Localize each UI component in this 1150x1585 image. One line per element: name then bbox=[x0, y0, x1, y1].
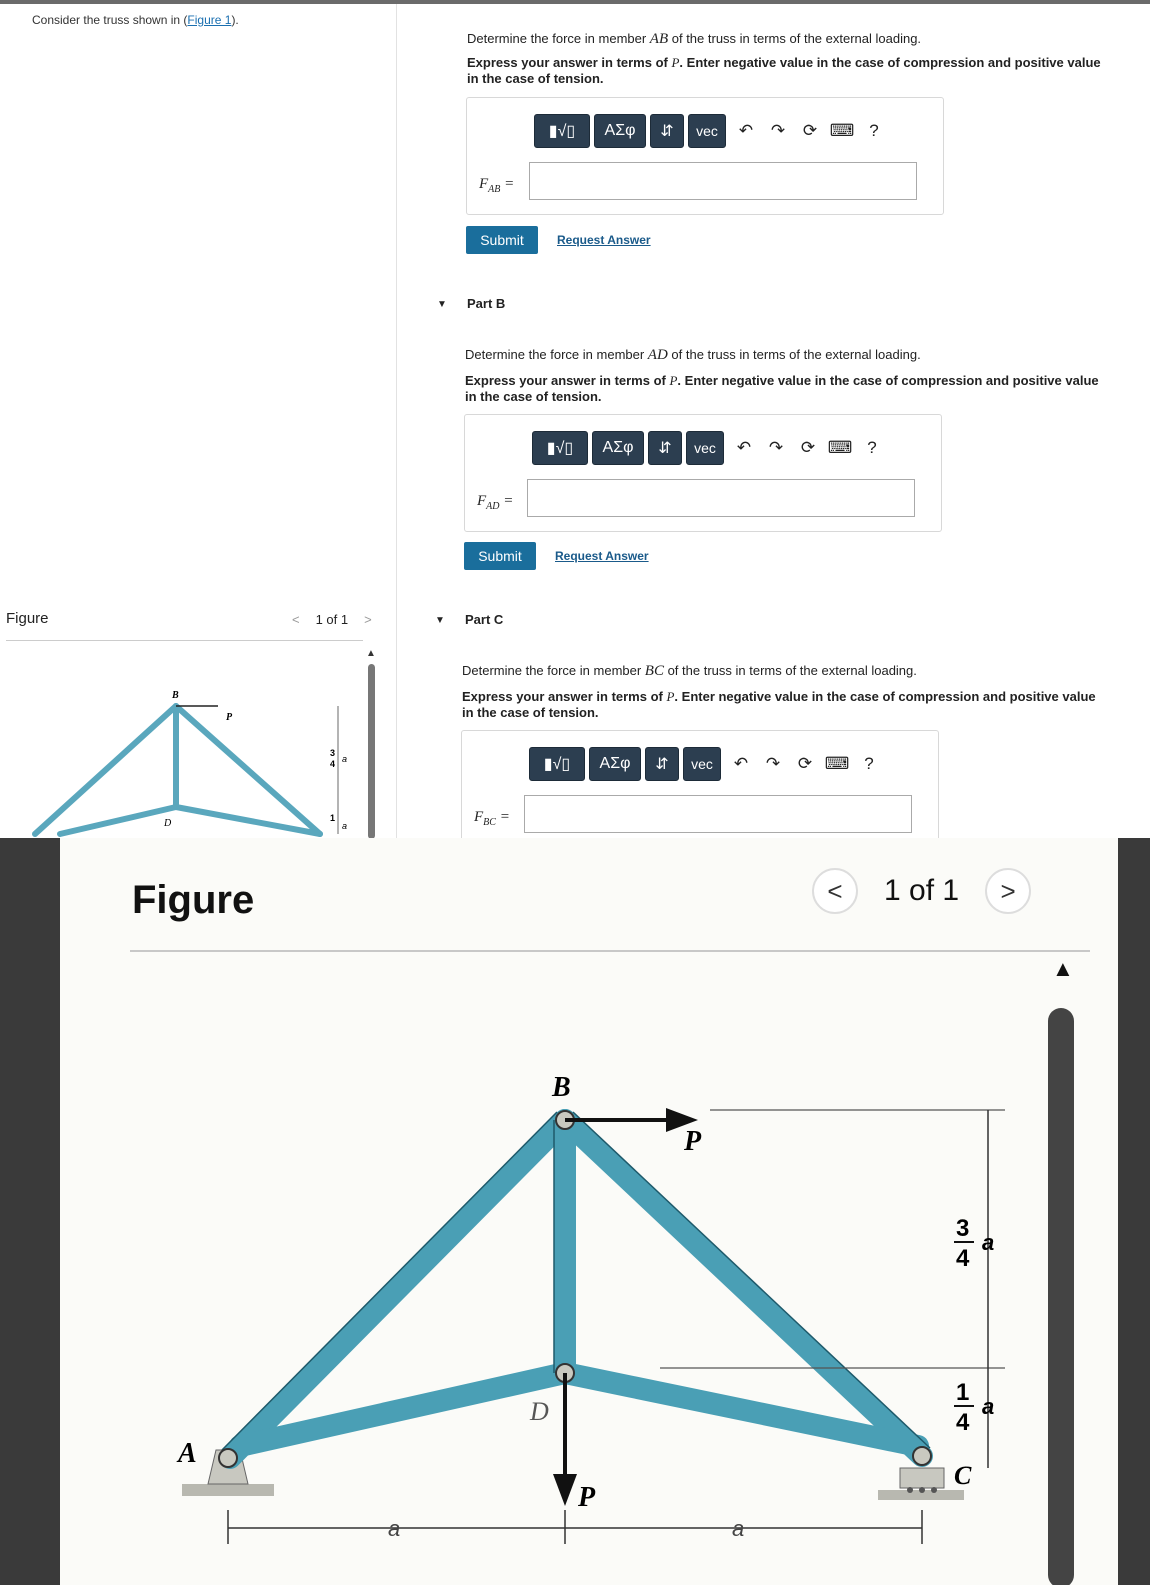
zoomed-figure-panel bbox=[60, 838, 1118, 1585]
templates-button[interactable]: ▮√▯ bbox=[534, 114, 590, 148]
partC-q-post: of the truss in terms of the external loading. bbox=[663, 663, 917, 678]
keyboard-icon[interactable]: ⌨ bbox=[824, 754, 850, 773]
redo-icon[interactable]: ↷ bbox=[765, 754, 781, 773]
joint-c bbox=[913, 1447, 931, 1465]
reset-icon[interactable]: ⟳ bbox=[797, 754, 813, 773]
big-figure-title: Figure bbox=[132, 878, 255, 922]
partC-label-f: F bbox=[474, 809, 484, 825]
ground-a bbox=[182, 1484, 274, 1496]
partB-q-post: of the truss in terms of the external loading. bbox=[667, 347, 921, 362]
label-p-vertical: P bbox=[578, 1482, 596, 1513]
partB-question bbox=[465, 347, 921, 364]
zoomed-figure-area bbox=[0, 838, 1150, 1585]
scrollbar[interactable] bbox=[368, 664, 375, 838]
partC-q-pre: Determine the force in member bbox=[462, 663, 645, 678]
truss-members bbox=[230, 1120, 922, 1458]
figure-title: Figure bbox=[6, 610, 49, 627]
partA-e-post: . Enter negative value in the case of compression and positive value in the case of tension. bbox=[467, 55, 1101, 86]
edge-ab bbox=[222, 1112, 557, 1450]
partA-request-answer-link[interactable]: Request Answer bbox=[557, 233, 651, 247]
left-pane bbox=[0, 4, 397, 838]
partC-answer-box bbox=[461, 730, 939, 838]
partB-q-pre: Determine the force in member bbox=[465, 347, 648, 362]
help-icon[interactable]: ? bbox=[867, 438, 877, 457]
arrows-button[interactable]: ⇵ bbox=[650, 114, 684, 148]
vec-button[interactable]: vec bbox=[688, 114, 726, 148]
templates-button[interactable]: ▮√▯ bbox=[529, 747, 585, 781]
dim-bot-num: 1 bbox=[956, 1379, 970, 1406]
label-d: D bbox=[530, 1397, 549, 1426]
reset-icon[interactable]: ⟳ bbox=[800, 438, 816, 457]
partB-submit-button[interactable]: Submit bbox=[464, 542, 536, 570]
load-arrowhead-vertical bbox=[553, 1474, 577, 1506]
vec-button[interactable]: vec bbox=[686, 431, 724, 465]
big-scroll-up-icon[interactable]: ▲ bbox=[1052, 956, 1074, 981]
partC-label bbox=[474, 809, 510, 828]
dim-label-a-left: a bbox=[388, 1516, 401, 1541]
intro-suffix: ). bbox=[231, 13, 239, 27]
partC-label-sub: BC bbox=[483, 817, 496, 828]
partC-label-eq: = bbox=[495, 809, 510, 825]
arrows-button[interactable]: ⇵ bbox=[648, 431, 682, 465]
greek-button[interactable]: ΑΣφ bbox=[589, 747, 641, 781]
small-label-p: P bbox=[226, 712, 233, 723]
roller-c3 bbox=[931, 1487, 937, 1493]
dim-bot-var: a bbox=[982, 1394, 995, 1419]
partB-request-answer-link[interactable]: Request Answer bbox=[555, 549, 649, 563]
partB-label bbox=[477, 493, 513, 512]
partC-toolbar bbox=[529, 747, 885, 781]
dim-bot-den: 4 bbox=[956, 1409, 970, 1436]
dim-top-num: 3 bbox=[956, 1215, 970, 1242]
dim-top-var: a bbox=[982, 1230, 995, 1255]
roller-base-c bbox=[900, 1468, 944, 1488]
big-prev-button[interactable]: < bbox=[812, 868, 858, 914]
partB-member: AD bbox=[647, 347, 668, 363]
small-dim-top-var: a bbox=[342, 754, 348, 764]
partB-title[interactable]: Part B bbox=[467, 296, 506, 311]
right-pane bbox=[397, 4, 1150, 838]
partA-submit-button[interactable]: Submit bbox=[466, 226, 538, 254]
partA-label-eq: = bbox=[500, 176, 515, 192]
partA-member: AB bbox=[649, 31, 669, 47]
partA-answer-input[interactable] bbox=[529, 162, 917, 200]
intro-text bbox=[32, 13, 239, 27]
small-truss-figure bbox=[0, 684, 360, 838]
partC-e-post: . Enter negative value in the case of compression and positive value in the case of tension. bbox=[462, 689, 1096, 720]
partC-collapse-icon[interactable]: ▼ bbox=[435, 615, 445, 626]
small-dim-bot-num: 1 bbox=[330, 813, 336, 823]
partA-toolbar bbox=[534, 114, 890, 148]
help-icon[interactable]: ? bbox=[864, 754, 874, 773]
undo-icon[interactable]: ↶ bbox=[736, 438, 752, 457]
partB-e-pre: Express your answer in terms of bbox=[465, 373, 670, 388]
redo-icon[interactable]: ↷ bbox=[770, 121, 786, 140]
partA-question bbox=[467, 31, 921, 48]
small-dim-bot-var: a bbox=[342, 821, 348, 831]
partC-question bbox=[462, 663, 917, 680]
small-member-bc bbox=[176, 706, 320, 834]
help-icon[interactable]: ? bbox=[869, 121, 879, 140]
next-figure-button[interactable]: > bbox=[364, 612, 372, 627]
partC-instructions bbox=[462, 689, 1102, 721]
prev-figure-button[interactable]: < bbox=[292, 612, 300, 627]
dim-label-a-right: a bbox=[732, 1516, 745, 1541]
partB-label-sub: AD bbox=[486, 501, 500, 512]
reset-icon[interactable]: ⟳ bbox=[802, 121, 818, 140]
partC-e-pre: Express your answer in terms of bbox=[462, 689, 667, 704]
small-label-d: D bbox=[164, 818, 172, 829]
dim-top-den: 4 bbox=[956, 1245, 970, 1272]
partA-var: P bbox=[671, 55, 680, 70]
partB-toolbar bbox=[532, 431, 888, 465]
partA-label bbox=[479, 176, 514, 195]
partA-instructions bbox=[467, 55, 1107, 87]
big-next-button[interactable]: > bbox=[985, 868, 1031, 914]
partA-label-f: F bbox=[479, 176, 489, 192]
greek-button[interactable]: ΑΣφ bbox=[592, 431, 644, 465]
big-truss-figure bbox=[60, 838, 1118, 1585]
label-a: A bbox=[178, 1438, 197, 1469]
label-p-horizontal: P bbox=[684, 1126, 702, 1157]
partA-answer-box bbox=[466, 97, 944, 215]
pager-text: 1 of 1 bbox=[315, 612, 349, 627]
joint-a bbox=[219, 1449, 237, 1467]
partA-q-post: of the truss in terms of the external loading. bbox=[668, 31, 922, 46]
partB-answer-box bbox=[464, 414, 942, 532]
scroll-up-icon[interactable]: ▲ bbox=[366, 648, 376, 659]
small-label-b: B bbox=[172, 690, 179, 701]
partA-q-pre: Determine the force in member bbox=[467, 31, 650, 46]
figure-pager bbox=[284, 612, 380, 627]
partC-answer-input[interactable] bbox=[524, 795, 912, 833]
partC-member: BC bbox=[644, 663, 664, 679]
partB-e-post: . Enter negative value in the case of compression and positive value in the case of tension. bbox=[465, 373, 1099, 404]
partC-title[interactable]: Part C bbox=[465, 612, 504, 627]
figure-link[interactable]: Figure 1 bbox=[187, 13, 232, 27]
partB-label-f: F bbox=[477, 493, 487, 509]
roller-c2 bbox=[919, 1487, 925, 1493]
partC-var: P bbox=[666, 689, 675, 704]
partB-instructions bbox=[465, 373, 1105, 405]
keyboard-icon[interactable]: ⌨ bbox=[829, 121, 855, 140]
undo-icon[interactable]: ↶ bbox=[733, 754, 749, 773]
intro-prefix: Consider the truss shown in ( bbox=[32, 13, 188, 27]
arrows-button[interactable]: ⇵ bbox=[645, 747, 679, 781]
small-truss-members bbox=[35, 706, 320, 834]
small-dim-top-num: 3 bbox=[330, 748, 336, 758]
divider bbox=[6, 640, 363, 641]
edge-bc bbox=[573, 1112, 930, 1448]
big-pager-text: 1 of 1 bbox=[884, 874, 960, 907]
label-c: C bbox=[954, 1461, 972, 1490]
partB-answer-input[interactable] bbox=[527, 479, 915, 517]
partB-collapse-icon[interactable]: ▼ bbox=[437, 299, 447, 310]
partB-var: P bbox=[669, 373, 678, 388]
roller-c1 bbox=[907, 1487, 913, 1493]
small-dim-top-den: 4 bbox=[330, 759, 336, 769]
label-b: B bbox=[552, 1072, 571, 1103]
redo-icon[interactable]: ↷ bbox=[768, 438, 784, 457]
partA-label-sub: AB bbox=[488, 184, 501, 195]
partA-e-pre: Express your answer in terms of bbox=[467, 55, 672, 70]
keyboard-icon[interactable]: ⌨ bbox=[827, 438, 853, 457]
vec-button[interactable]: vec bbox=[683, 747, 721, 781]
undo-icon[interactable]: ↶ bbox=[738, 121, 754, 140]
partB-label-eq: = bbox=[499, 493, 514, 509]
templates-button[interactable]: ▮√▯ bbox=[532, 431, 588, 465]
small-member-ad bbox=[60, 807, 176, 834]
greek-button[interactable]: ΑΣφ bbox=[594, 114, 646, 148]
support-c bbox=[878, 1468, 964, 1500]
